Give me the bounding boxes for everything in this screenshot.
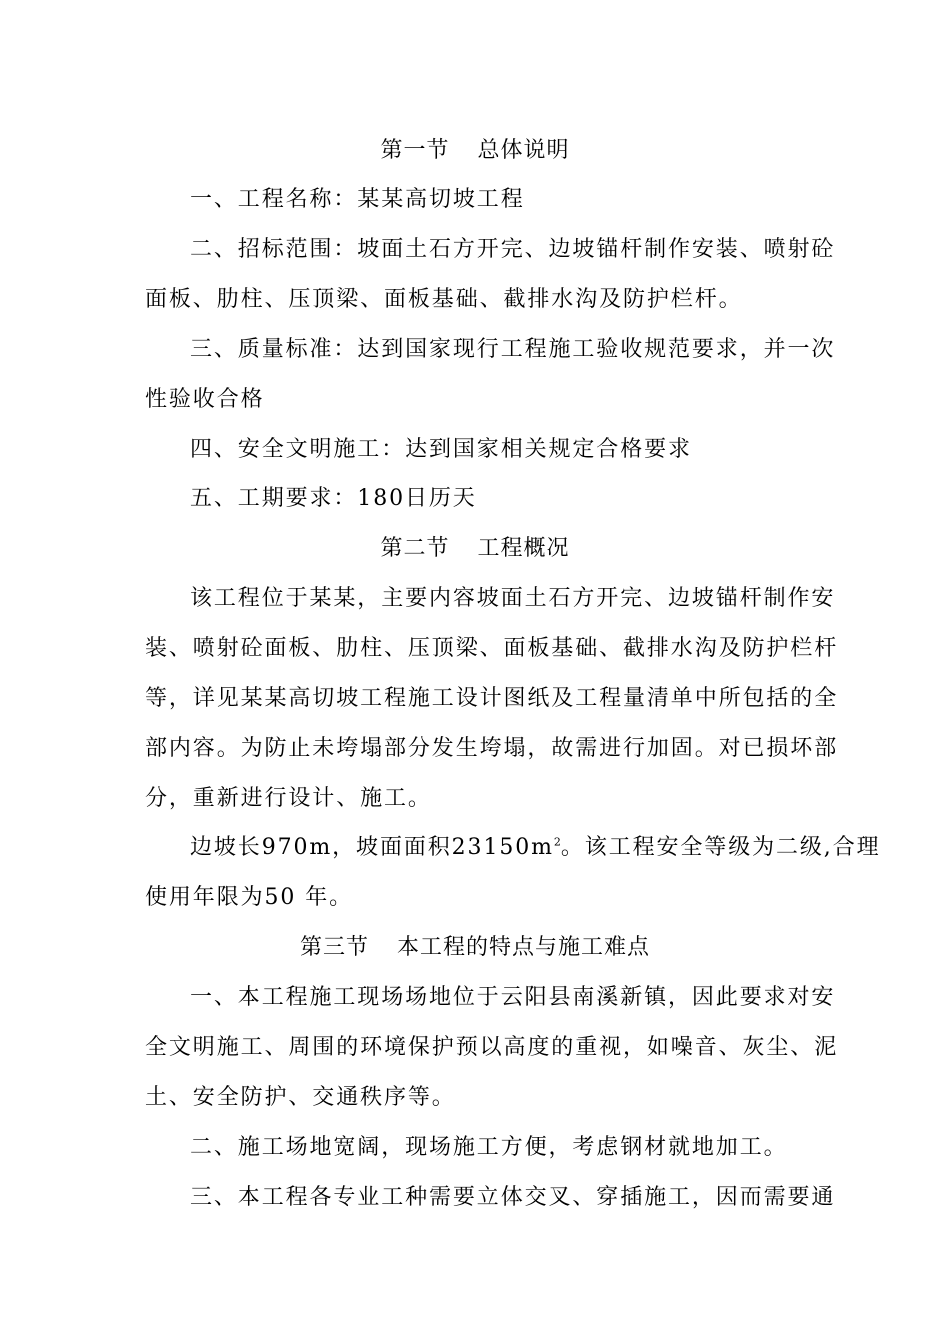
overview-paragraph-line: 部内容。为防止未垮塌部分发生垮塌，故需进行加固。对已损坏部 [145,736,839,761]
item-bid-scope: 二、招标范围：坡面土石方开完、边坡锚杆制作安装、喷射砼 [190,237,836,262]
feature-3-line: 三、本工程各专业工种需要立体交叉、穿插施工，因而需要通 [190,1185,836,1210]
square-superscript: 2 [553,835,561,849]
safety-grade-text: 。该工程安全等级为二级,合理 [560,835,881,860]
overview-paragraph-line: 分，重新进行设计、施工。 [145,786,432,811]
feature-2-line: 二、施工场地宽阔，现场施工方便，考虑钢材就地加工。 [190,1135,788,1160]
item-bid-scope-cont: 面板、肋柱、压顶梁、面板基础、截排水沟及防护栏杆。 [145,287,743,312]
item-quality-standard: 三、质量标准：达到国家现行工程施工验收规范要求，并一次 [190,337,836,362]
overview-paragraph-line: 等，详见某某高切坡工程施工设计图纸及工程量清单中所包括的全 [145,686,839,711]
section-1-title: 总体说明 [477,138,570,163]
section-2-heading [0,534,950,564]
section-2-number: 第二节 [380,536,450,561]
overview-paragraph-line: 装、喷射砼面板、肋柱、压顶梁、面板基础、截排水沟及防护栏杆 [145,636,839,661]
section-3-heading [0,933,950,963]
item-schedule: 五、工期要求：180日历天 [190,486,477,511]
service-life-line: 使用年限为50 年。 [145,885,353,910]
section-1-number: 第一节 [380,138,450,163]
feature-1-line: 土、安全防护、交通秩序等。 [145,1085,456,1110]
slope-dimensions-text: 边坡长970m，坡面面积23150m [190,835,554,860]
slope-dimensions-line [190,833,881,863]
feature-1-line: 全文明施工、周围的环境保护预以高度的重视，如噪音、灰尘、泥 [145,1035,839,1060]
section-3-number: 第三节 [299,935,369,960]
section-3-title: 本工程的特点与施工难点 [397,935,651,960]
item-safety: 四、安全文明施工：达到国家相关规定合格要求 [190,437,692,462]
overview-paragraph-line: 该工程位于某某，主要内容坡面土石方开完、边坡锚杆制作安 [190,586,836,611]
section-2-title: 工程概况 [477,536,570,561]
feature-1-line: 一、本工程施工现场场地位于云阳县南溪新镇，因此要求对安 [190,985,836,1010]
item-project-name: 一、工程名称：某某高切坡工程 [190,187,525,212]
section-1-heading [0,136,950,166]
item-quality-standard-cont: 性验收合格 [145,387,265,412]
